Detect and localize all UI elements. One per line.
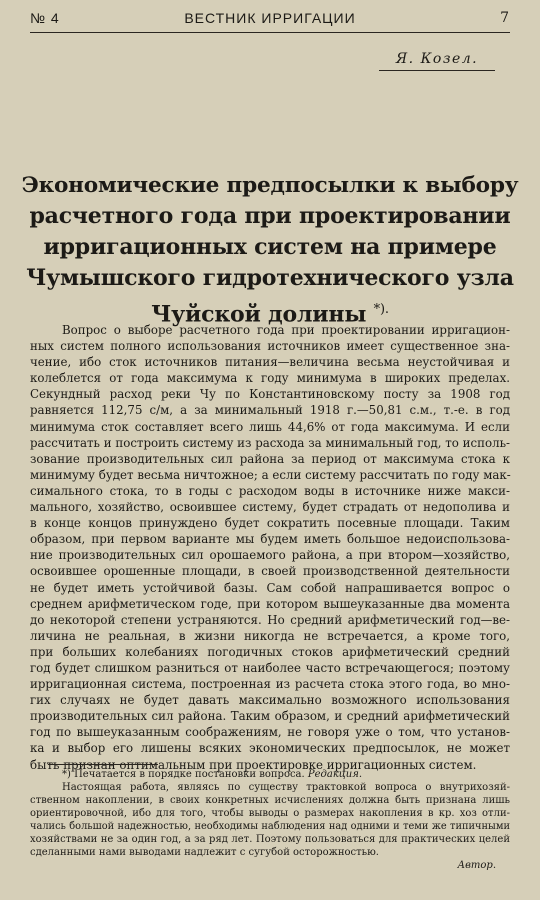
- body-line: рассчитать и построить систему из расхода за минимальный год, то исполь-: [30, 435, 510, 450]
- title-footnote-mark: *).: [373, 302, 389, 317]
- body-line: симального стока, то в годы с расходом воды в источнике ниже макси-: [30, 483, 510, 498]
- article-body: [30, 322, 510, 773]
- body-line: колеблется от года максимума к году минимума в широких пределах.: [30, 371, 510, 386]
- running-head: [30, 10, 510, 30]
- footnotes: [30, 768, 510, 872]
- footnote-line: ственном накоплении, в своих конкретных исчислениях должна быть признана лишь: [30, 795, 510, 806]
- body-line: при больших колебаниях погодичных стоков арифметический средний: [30, 644, 510, 659]
- footnote-line: хозяйствами не за один год, а за ряд лет. Поэтому пользоваться для практических целей: [30, 834, 510, 845]
- body-line: равняется 112,75 с/м, а за минимальный 1918 г.—50,81 с.м., т.-е. в год: [30, 403, 510, 418]
- body-line: год по вышеуказанным соображениям, не говоря уже о том, что установ-: [30, 725, 510, 740]
- title-line: ирригационных систем на примере: [43, 234, 497, 260]
- title-line: Чуйской долины: [151, 301, 367, 328]
- author-underline: [379, 70, 495, 71]
- body-line: ных систем полного использования источников имеет существенное зна-: [30, 339, 510, 354]
- body-line: мального, хозяйство, освоившее систему, будет страдать от недополива и: [30, 500, 510, 515]
- body-line: ка и выбор его лишены всяких экономических предпосылок, не может: [30, 741, 510, 756]
- article-title: [20, 170, 520, 330]
- footnote-rule: [48, 764, 158, 765]
- body-line: Вопрос о выборе расчетного года при проектировании ирригацион-: [62, 323, 510, 337]
- footnote-line: сделанными нами выводами надлежит с сугубой осторожностью.: [30, 847, 379, 858]
- body-line: ирригационная система, построенная из расчета стока этого года, во мно-: [30, 677, 510, 692]
- page-number: 7: [500, 10, 510, 26]
- footnote-line: ориентировочной, ибо для того, чтобы выводы о размерах накопления в кр. хоз отли-: [30, 808, 510, 819]
- body-line: личина не реальная, в жизни никогда не встречается, а кроме того,: [30, 628, 510, 643]
- footnote-line: Настоящая работа, являясь по существу трактовкой вопроса о внутрихозяй-: [62, 782, 510, 793]
- footnote-line: чались большой надежностью, необходимы наблюдения над одними и теми же типичными: [30, 821, 510, 832]
- body-line: образом, при первом варианте мы будем иметь большое недоиспользова-: [30, 532, 510, 547]
- body-line: в конце концов принуждено будет сократить посевные площади. Таким: [30, 516, 510, 531]
- body-line: год будет слишком разниться от наиболее часто встречающегося; поэтому: [30, 660, 510, 675]
- title-line: расчетного года при проектировании: [29, 203, 511, 229]
- author-name: Я. Козел.: [395, 51, 479, 67]
- footnote-editorial: [30, 768, 510, 781]
- body-line: минимума сток составляет всего лишь 44,6% от года максимума. И если: [30, 419, 510, 434]
- body-line: Секундный расход реки Чу по Константиновскому посту за 1908 год: [30, 387, 510, 402]
- issue-number: № 4: [30, 10, 60, 26]
- footnote-text: *) Печатается в порядке постановки вопроса.: [62, 769, 305, 780]
- body-line: чение, ибо сток источников питания—величина весьма неустойчивая и: [30, 355, 510, 370]
- body-line: производительных сил района. Таким образом, и средний арифметический: [30, 709, 510, 724]
- footnote-signature: Редакция.: [307, 769, 363, 780]
- body-line: до некоторой степени устраняются. Но средний арифметический год—ве-: [30, 612, 510, 627]
- author-signature: Автор.: [457, 860, 496, 871]
- body-line: гих случаях не будет давать максимально возможного использования: [30, 693, 510, 708]
- body-line: минимуму будет весьма ничтожное; а если систему рассчитать по году мак-: [30, 467, 511, 482]
- body-line: среднем арифметическом годе, при котором вышеуказанные два момента: [30, 596, 510, 611]
- header-rule: [30, 32, 510, 33]
- journal-title: ВЕСТНИК ИРРИГАЦИИ: [184, 10, 356, 26]
- author-byline: [383, 48, 491, 70]
- body-line: быть признан оптимальным при проектировке ирригационных систем.: [30, 757, 477, 772]
- title-line: Чумышского гидротехнического узла: [26, 265, 514, 291]
- body-line: зование производительных сил района за период от максимума стока к: [30, 451, 510, 466]
- body-line: освоившее орошенные площади, в своей производственной деятельности: [30, 564, 510, 579]
- title-line: Экономические предпосылки к выбору: [21, 173, 519, 198]
- body-line: ние производительных сил орошаемого района, а при втором—хозяйство,: [30, 548, 510, 563]
- body-line: не будет иметь устойчивой базы. Сам собой напрашивается вопрос о: [30, 580, 510, 595]
